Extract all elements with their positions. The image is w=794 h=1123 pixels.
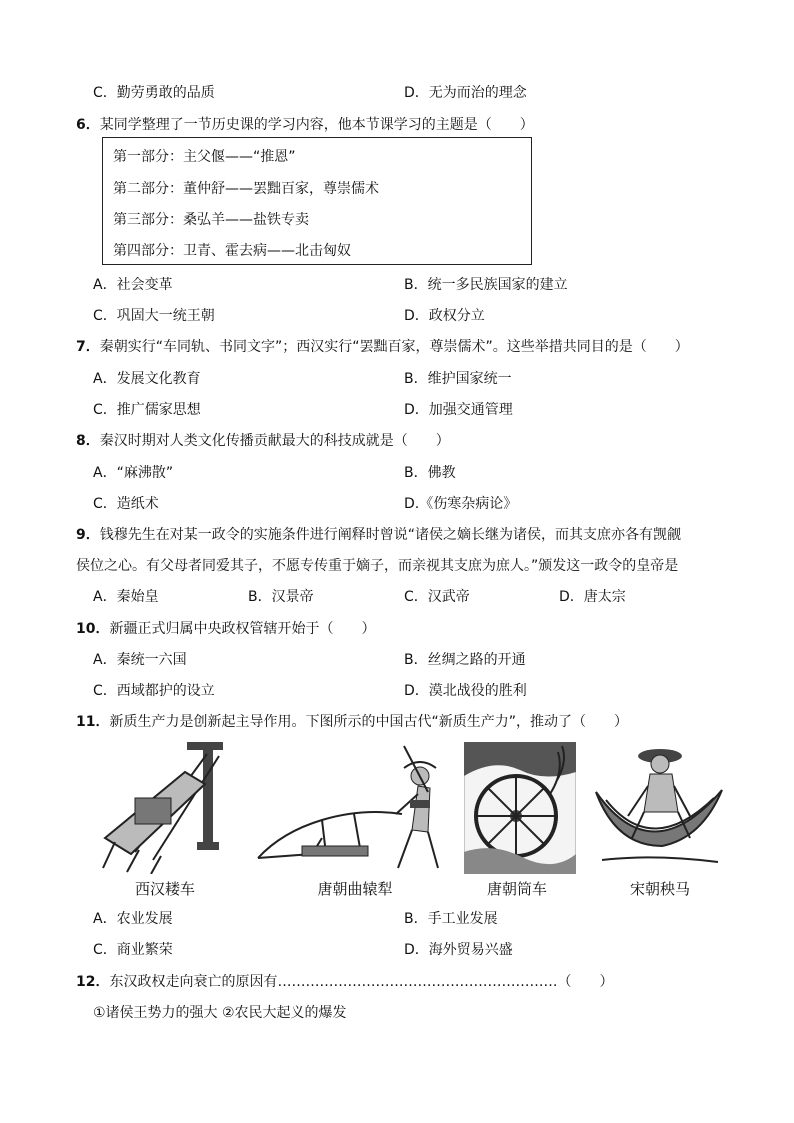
q6-option-a: A．社会变革 (93, 277, 173, 293)
q11-option-d: D．海外贸易兴盛 (404, 942, 513, 958)
q6-box-line-2: 第二部分：董仲舒——罢黜百家，尊崇儒术 (113, 181, 379, 197)
question-6 (76, 114, 534, 134)
q8-option-a: A．“麻沸散” (93, 465, 174, 481)
question-9 (76, 524, 681, 544)
question-12 (76, 971, 613, 991)
q6-box-line-4: 第四部分：卫青、霍去病——北击匈奴 (113, 243, 351, 259)
q6-option-d: D．政权分立 (404, 308, 485, 324)
q10-option-d: D．漠北战役的胜利 (404, 683, 527, 699)
q10-option-c: C．西域都护的设立 (93, 683, 215, 699)
question-stem-line-1: 钱穆先生在对某一政令的实施条件进行阐释时曾说“诸侯之嫡长继为诸侯，而其支庶亦各有觊觎 (99, 527, 682, 543)
question-number: 9． (76, 527, 100, 543)
q10-option-b: B．丝绸之路的开通 (404, 652, 526, 668)
q5-option-d: D．无为而治的理念 (404, 85, 527, 101)
seed-drill-illustration (95, 742, 235, 874)
question-stem: 东汉政权走向衰亡的原因有……………………………………………………（ ） (109, 974, 614, 990)
caption-curved-plow: 唐朝曲辕犁 (317, 880, 393, 898)
question-number: 11． (76, 714, 110, 730)
q5-option-c: C．勤劳勇敢的品质 (93, 85, 215, 101)
water-wheel-illustration (464, 742, 576, 874)
rice-seedling-horse-illustration (592, 742, 726, 874)
q6-option-b: B．统一多民族国家的建立 (404, 277, 568, 293)
caption-rice-seedling-horse: 宋朝秧马 (629, 880, 690, 898)
question-number: 10． (76, 621, 110, 637)
q7-option-a: A．发展文化教育 (93, 371, 201, 387)
q11-option-b: B．手工业发展 (404, 911, 498, 927)
question-number: 8． (76, 433, 100, 449)
question-11 (76, 711, 628, 731)
question-stem: 新质生产力是创新起主导作用。下图所示的中国古代“新质生产力”，推动了（ ） (109, 714, 628, 730)
q8-option-c: C．造纸术 (93, 496, 159, 512)
caption-seed-drill: 西汉耧车 (134, 880, 195, 898)
curved-plow-illustration (252, 742, 452, 874)
q7-option-c: C．推广儒家思想 (93, 402, 201, 418)
question-stem: 秦汉时期对人类文化传播贡献最大的科技成就是（ ） (99, 433, 450, 449)
q12-items: ①诸侯王势力的强大 ②农民大起义的爆发 (93, 1005, 347, 1021)
q8-option-b: B．佛教 (404, 465, 456, 481)
q6-option-c: C．巩固大一统王朝 (93, 308, 215, 324)
q9-option-d: D．唐太宗 (559, 589, 626, 605)
q9-option-c: C．汉武帝 (404, 589, 470, 605)
question-10 (76, 618, 375, 638)
q8-option-d: D.《伤寒杂病论》 (404, 496, 518, 512)
question-9-stem-line-2: 侯位之心。有父母者同爱其子，不愿专传重于嫡子，而亲视其支庶为庶人。”颁发这一政令的皇帝是 (76, 558, 679, 574)
question-stem: 某同学整理了一节历史课的学习内容，他本节课学习的主题是（ ） (99, 117, 534, 133)
q7-option-b: B．维护国家统一 (404, 371, 512, 387)
question-number: 6． (76, 117, 100, 133)
q6-box-line-3: 第三部分：桑弘羊——盐铁专卖 (113, 212, 309, 228)
question-7 (76, 336, 689, 356)
q11-option-c: C．商业繁荣 (93, 942, 173, 958)
question-stem: 秦朝实行“车同轨、书同文字”；西汉实行“罢黜百家，尊崇儒术”。这些举措共同目的是（ ） (99, 339, 689, 355)
question-8 (76, 430, 450, 450)
question-number: 7． (76, 339, 100, 355)
q7-option-d: D．加强交通管理 (404, 402, 513, 418)
q10-option-a: A．秦统一六国 (93, 652, 187, 668)
q9-option-b: B．汉景帝 (248, 589, 314, 605)
caption-water-wheel: 唐朝筒车 (486, 880, 547, 898)
q9-option-a: A．秦始皇 (93, 589, 159, 605)
question-stem: 新疆正式归属中央政权管辖开始于（ ） (109, 621, 376, 637)
question-number: 12． (76, 974, 110, 990)
q6-box-line-1: 第一部分：主父偃——“推恩” (113, 149, 296, 165)
q11-option-a: A．农业发展 (93, 911, 173, 927)
